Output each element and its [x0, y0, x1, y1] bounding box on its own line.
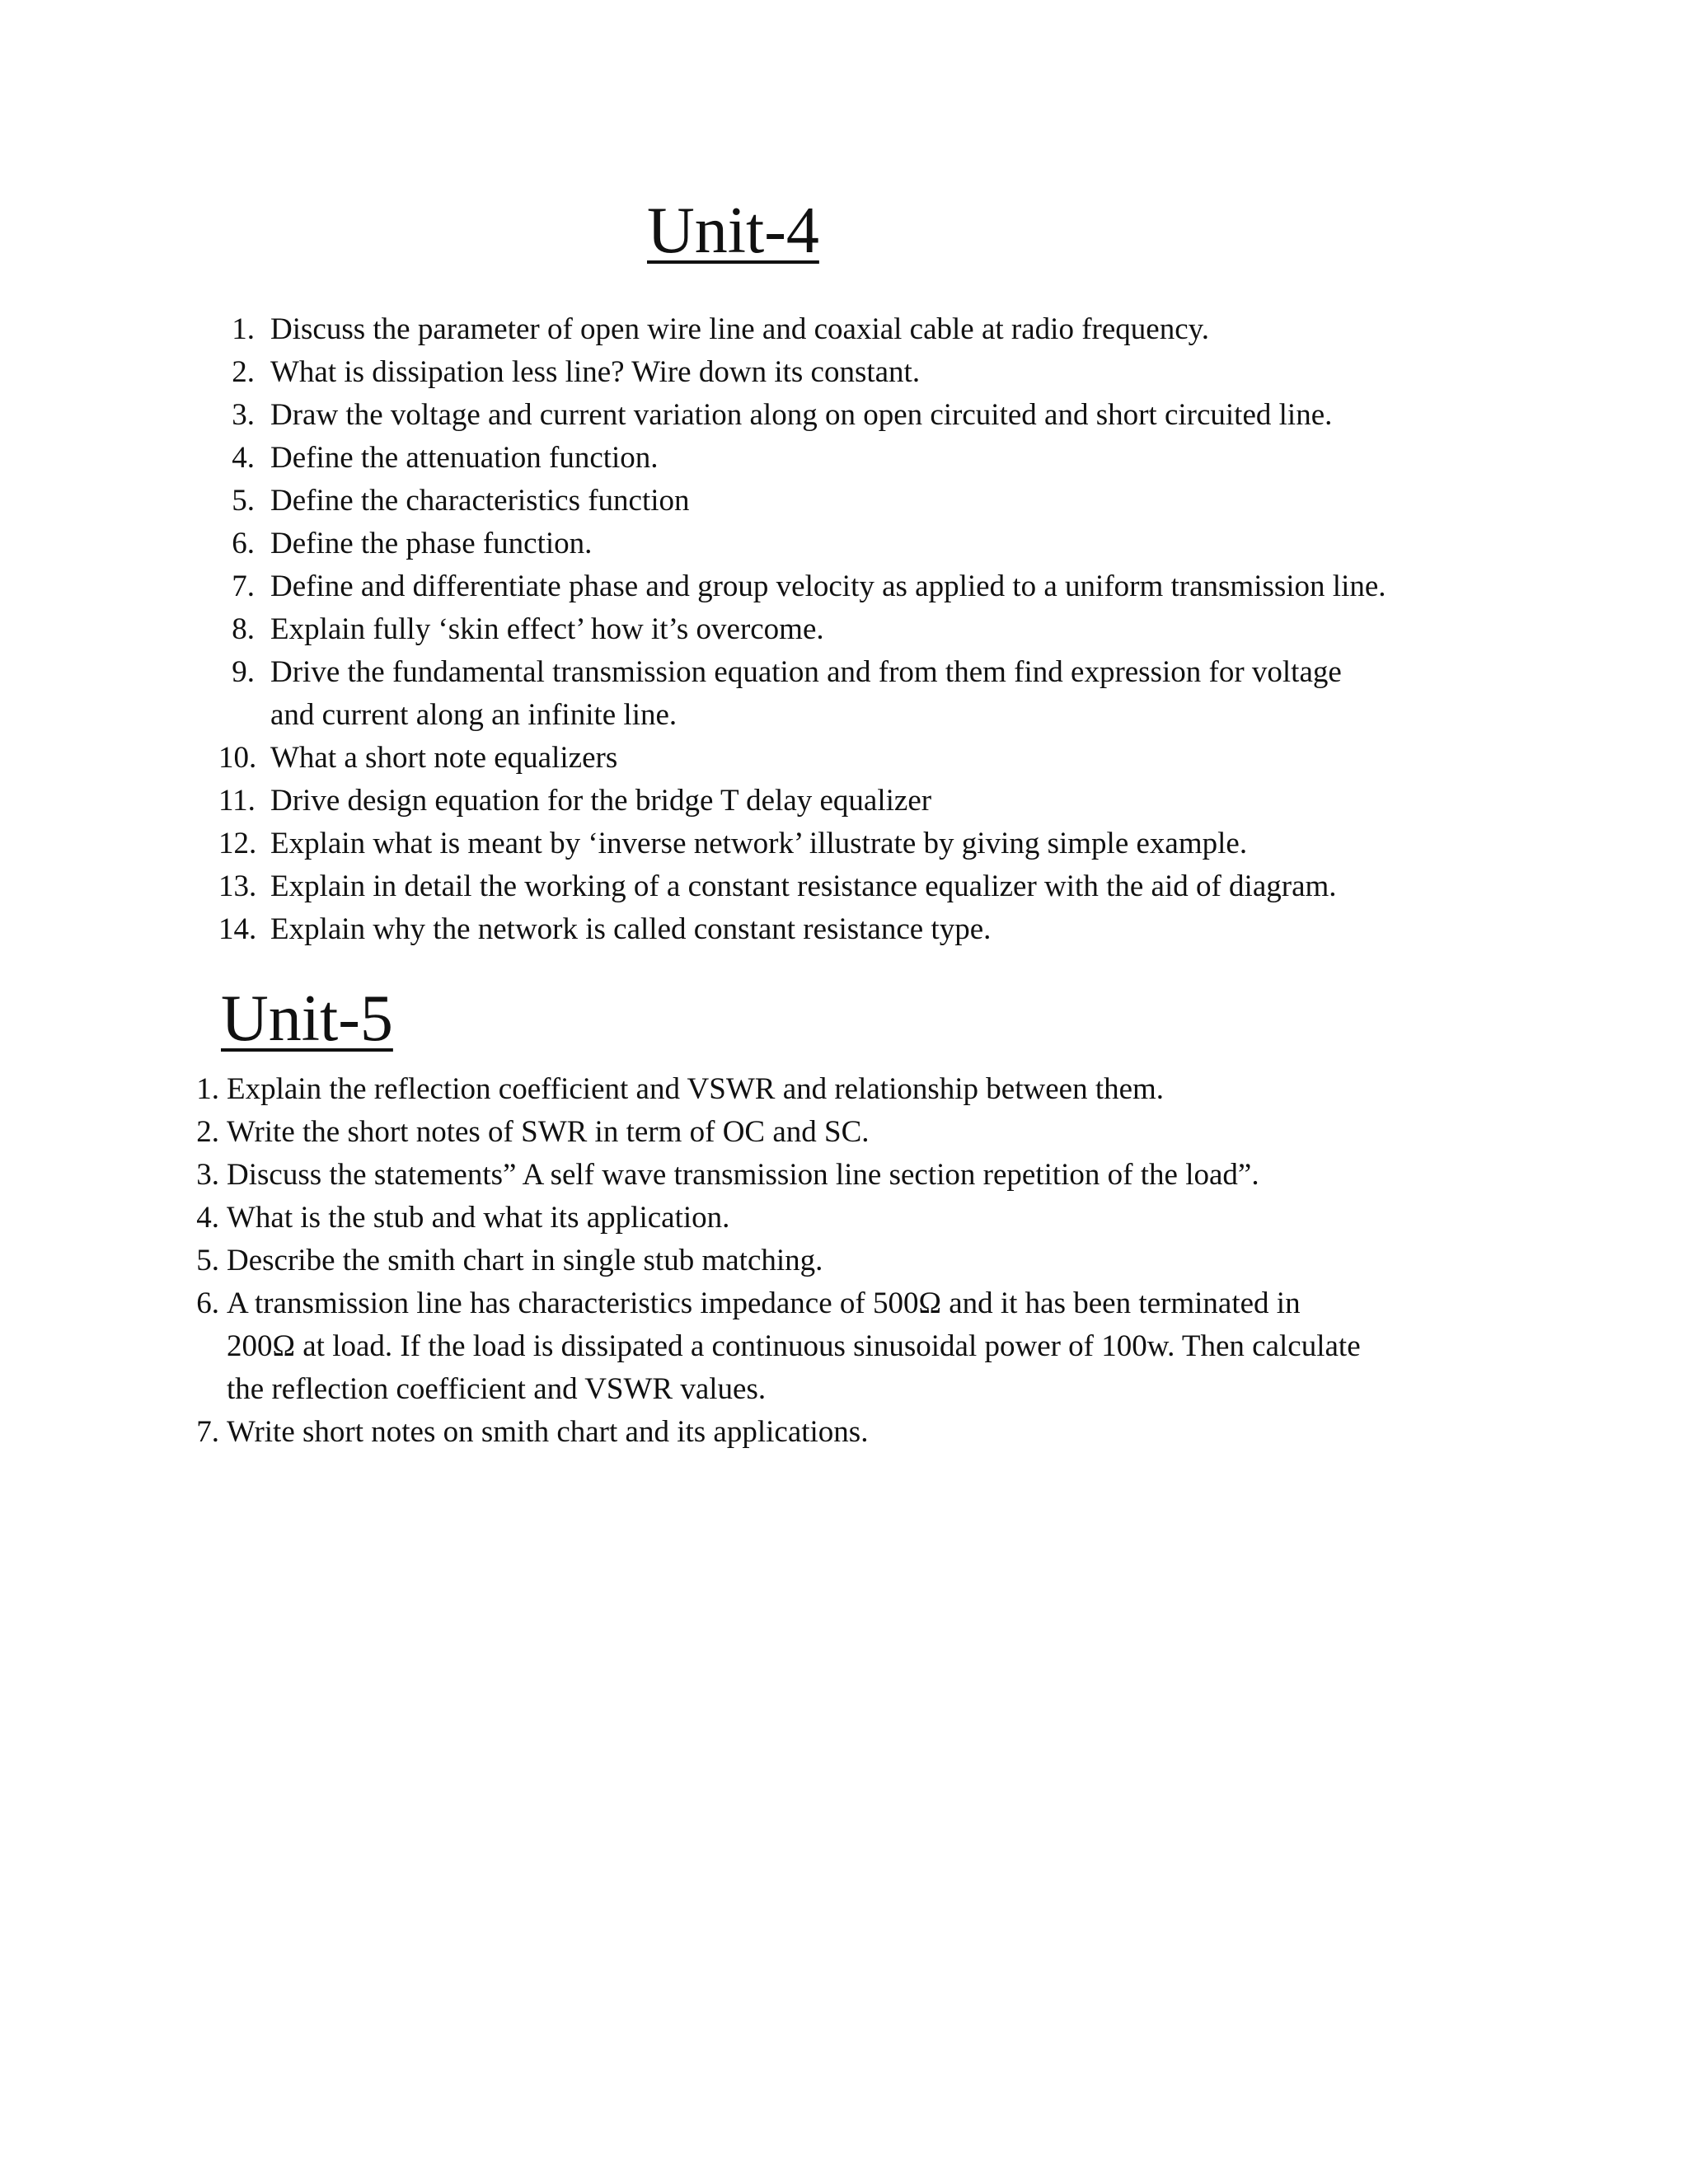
question-text: Define and differentiate phase and group velocity as applied to a uniform transmission line.	[270, 569, 1386, 603]
question-text: Define the attenuation function.	[270, 441, 659, 475]
question-item	[218, 437, 1504, 480]
question-text: Explain in detail the working of a constant resistance equalizer with the aid of diagram.	[270, 869, 1337, 903]
question-text: Discuss the parameter of open wire line and coaxial cable at radio frequency.	[270, 312, 1209, 346]
unit-4-heading: Unit-4	[647, 194, 819, 267]
question-text: What a short note equalizers	[270, 741, 618, 775]
question-item	[218, 565, 1504, 608]
question-item	[195, 1240, 1480, 1282]
question-number: 1.	[196, 1072, 219, 1106]
question-number: 1.	[232, 312, 255, 346]
question-number: 5.	[196, 1244, 219, 1277]
question-number: 4.	[196, 1201, 219, 1235]
question-text: What is the stub and what its application.	[227, 1201, 730, 1235]
question-text: Write the short notes of SWR in term of OC and SC.	[227, 1115, 870, 1149]
question-number: 3.	[232, 398, 255, 432]
question-item	[195, 1282, 1480, 1411]
question-number: 8.	[232, 612, 255, 646]
question-number: 7.	[196, 1415, 219, 1449]
question-text: Drive the fundamental transmission equation and from them find expression for voltage and current along an infinite line.	[270, 655, 1342, 732]
question-item	[218, 908, 1504, 951]
question-item	[195, 1068, 1480, 1111]
question-text: Discuss the statements” A self wave transmission line section repetition of the load”.	[227, 1158, 1259, 1192]
question-number: 6.	[196, 1286, 219, 1320]
question-text: Drive design equation for the bridge T delay equalizer	[270, 784, 932, 818]
question-text: A transmission line has characteristics impedance of 500Ω and it has been terminated in 200Ω at load. If the load is dissipated a continuous sinusoidal power of 100w. Then calculate the reflection coefficient and VSWR values.	[227, 1286, 1361, 1406]
question-item	[218, 608, 1504, 651]
question-number: 5.	[232, 484, 255, 518]
question-item	[195, 1154, 1480, 1197]
question-number: 3.	[196, 1158, 219, 1192]
unit-5-heading: Unit-5	[221, 982, 393, 1055]
question-item	[218, 780, 1504, 823]
question-number: 12.	[218, 827, 257, 860]
question-item	[195, 1411, 1480, 1454]
question-item	[218, 823, 1504, 865]
question-item	[218, 351, 1504, 394]
question-text: Explain what is meant by ‘inverse network’ illustrate by giving simple example.	[270, 827, 1248, 860]
question-item	[218, 737, 1504, 780]
question-number: 2.	[232, 355, 255, 389]
question-number: 4.	[232, 441, 255, 475]
question-number: 2.	[196, 1115, 219, 1149]
question-number: 10.	[218, 741, 257, 775]
question-item	[218, 394, 1504, 437]
question-text: Write short notes on smith chart and its applications.	[227, 1415, 869, 1449]
question-item	[195, 1111, 1480, 1154]
question-number: 6.	[232, 527, 255, 560]
question-item	[218, 308, 1504, 351]
question-item	[218, 480, 1504, 523]
question-text: Explain fully ‘skin effect’ how it’s overcome.	[270, 612, 824, 646]
question-text: Define the phase function.	[270, 527, 593, 560]
question-number: 11.	[218, 784, 256, 818]
question-number: 13.	[218, 869, 257, 903]
question-text: Draw the voltage and current variation along on open circuited and short circuited line.	[270, 398, 1333, 432]
question-text: Explain the reflection coefficient and VSWR and relationship between them.	[227, 1072, 1165, 1106]
question-number: 7.	[232, 569, 255, 603]
unit-4-question-list	[218, 308, 1504, 951]
question-number: 9.	[232, 655, 255, 689]
question-text: Describe the smith chart in single stub matching.	[227, 1244, 823, 1277]
question-text: Define the characteristics function	[270, 484, 690, 518]
question-item	[195, 1197, 1480, 1240]
question-text: What is dissipation less line? Wire down its constant.	[270, 355, 921, 389]
question-text: Explain why the network is called constant resistance type.	[270, 912, 992, 946]
question-item	[218, 651, 1504, 737]
question-item	[218, 523, 1504, 565]
question-number: 14.	[218, 912, 257, 946]
unit-5-question-list	[195, 1068, 1480, 1454]
question-item	[218, 865, 1504, 908]
